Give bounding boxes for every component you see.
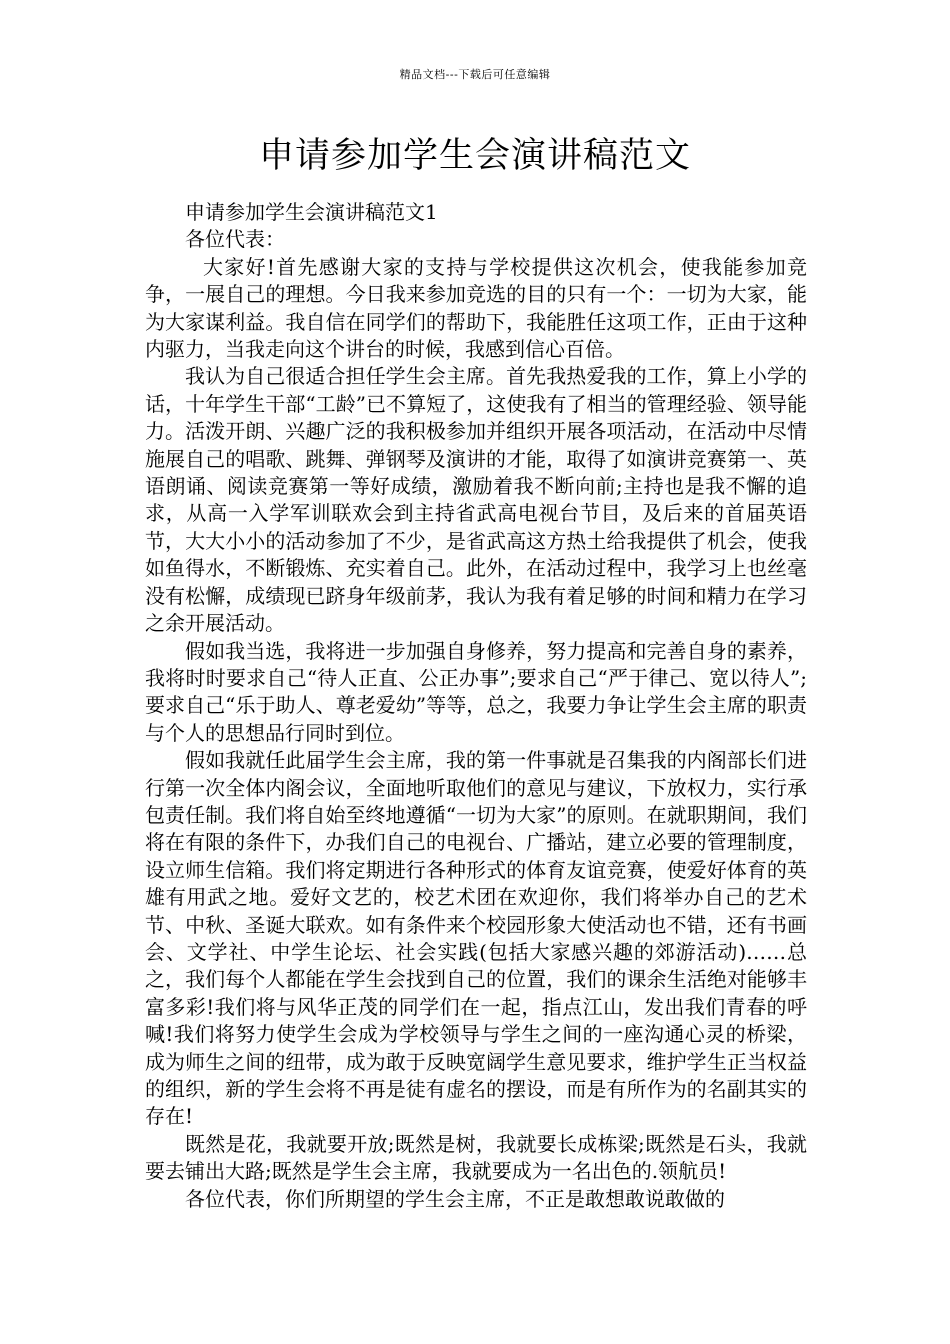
paragraph-6: 各位代表，你们所期望的学生会主席，不正是敢想敢说敢做的: [185, 1186, 725, 1211]
paragraph-5: 既然是花，我就要开放;既然是树，我就要长成栋梁;既然是石头，我就要去铺出大路;既然是学生会主席，我就要成为一名出色的.领航员!: [145, 1131, 807, 1184]
document-subtitle: 申请参加学生会演讲稿范文1: [185, 200, 438, 224]
paragraph-4: 假如我就任此届学生会主席，我的第一件事就是召集我的内阁部长们进行第一次全体内阁会议，全面地听取他们的意见与建议，下放权力，实行承包责任制。我们将自始至终地遵循“一切为大家”的原则。在就职期间，我们将在有限的条件下，办我们自己的电视台、广播站，建立必要的管理制度，设立师生信箱。我们将定期进行各种形式的体育友谊竞赛，使爱好体育的英雄有用武之地。爱好文艺的，校艺术团在欢迎你，我们将举办自己的艺术节、中秋、圣诞大联欢。如有条件来个校园形象大使活动也不错，还有书画会、文学社、中学生论坛、社会实践(包括大家感兴趣的郊游活动)……总之，我们每个人都能在学生会找到自己的位置，我们的课余生活绝对能够丰富多彩!我们将与风华正茂的同学们在一起，指点江山，发出我们青春的呼喊!我们将努力使学生会成为学校领导与学生之间的一座沟通心灵的桥梁，成为师生之间的纽带，成为敢于反映宽阔学生意见要求，维护学生正当权益的组织，新的学生会将不再是徒有虚名的摆设，而是有所作为的名副其实的存在!: [145, 748, 807, 1129]
paragraph-2: 我认为自己很适合担任学生会主席。首先我热爱我的工作，算上小学的话，十年学生干部“工龄”已不算短了，这使我有了相当的管理经验、领导能力。活泼开朗、兴趣广泛的我积极参加并组织开展各项活动，在活动中尽情施展自己的唱歌、跳舞、弹钢琴及演讲的才能，取得了如演讲竞赛第一、英语朗诵、阅读竞赛第一等好成绩，激励着我不断向前;主持也是我不懈的追求，从高一入学军训联欢会到主持省武高电视台节目，及后来的首届英语节，大大小小的活动参加了不少，是省武高这方热土给我提供了机会，使我如鱼得水，不断锻炼、充实着自己。此外，在活动过程中，我学习上也丝毫没有松懈，成绩现已跻身年级前茅，我认为我有着足够的时间和精力在学习之余开展活动。: [145, 364, 807, 636]
page-header-note: 精品文档---下载后可任意编辑: [399, 68, 551, 81]
document-body: [145, 199, 807, 1213]
paragraph-3: 假如我当选，我将进一步加强自身修养，努力提高和完善自身的素养，我将时时要求自己“待人正直、公正办事”;要求自己“严于律己、宽以待人”;要求自己“乐于助人、尊老爱幼”等等，总之，我要力争让学生会主席的职责与个人的思想品行同时到位。: [145, 638, 807, 745]
salutation: 各位代表：: [185, 227, 285, 252]
document-title: 申请参加学生会演讲稿范文: [258, 136, 691, 176]
paragraph-1: 大家好!首先感谢大家的支持与学校提供这次机会，使我能参加竞争，一展自己的理想。今日我来参加竞选的目的只有一个：一切为大家，能为大家谋利益。我自信在同学们的帮助下，我能胜任这项工作，正由于这种内驱力，当我走向这个讲台的时候，我感到信心百倍。: [145, 254, 807, 362]
